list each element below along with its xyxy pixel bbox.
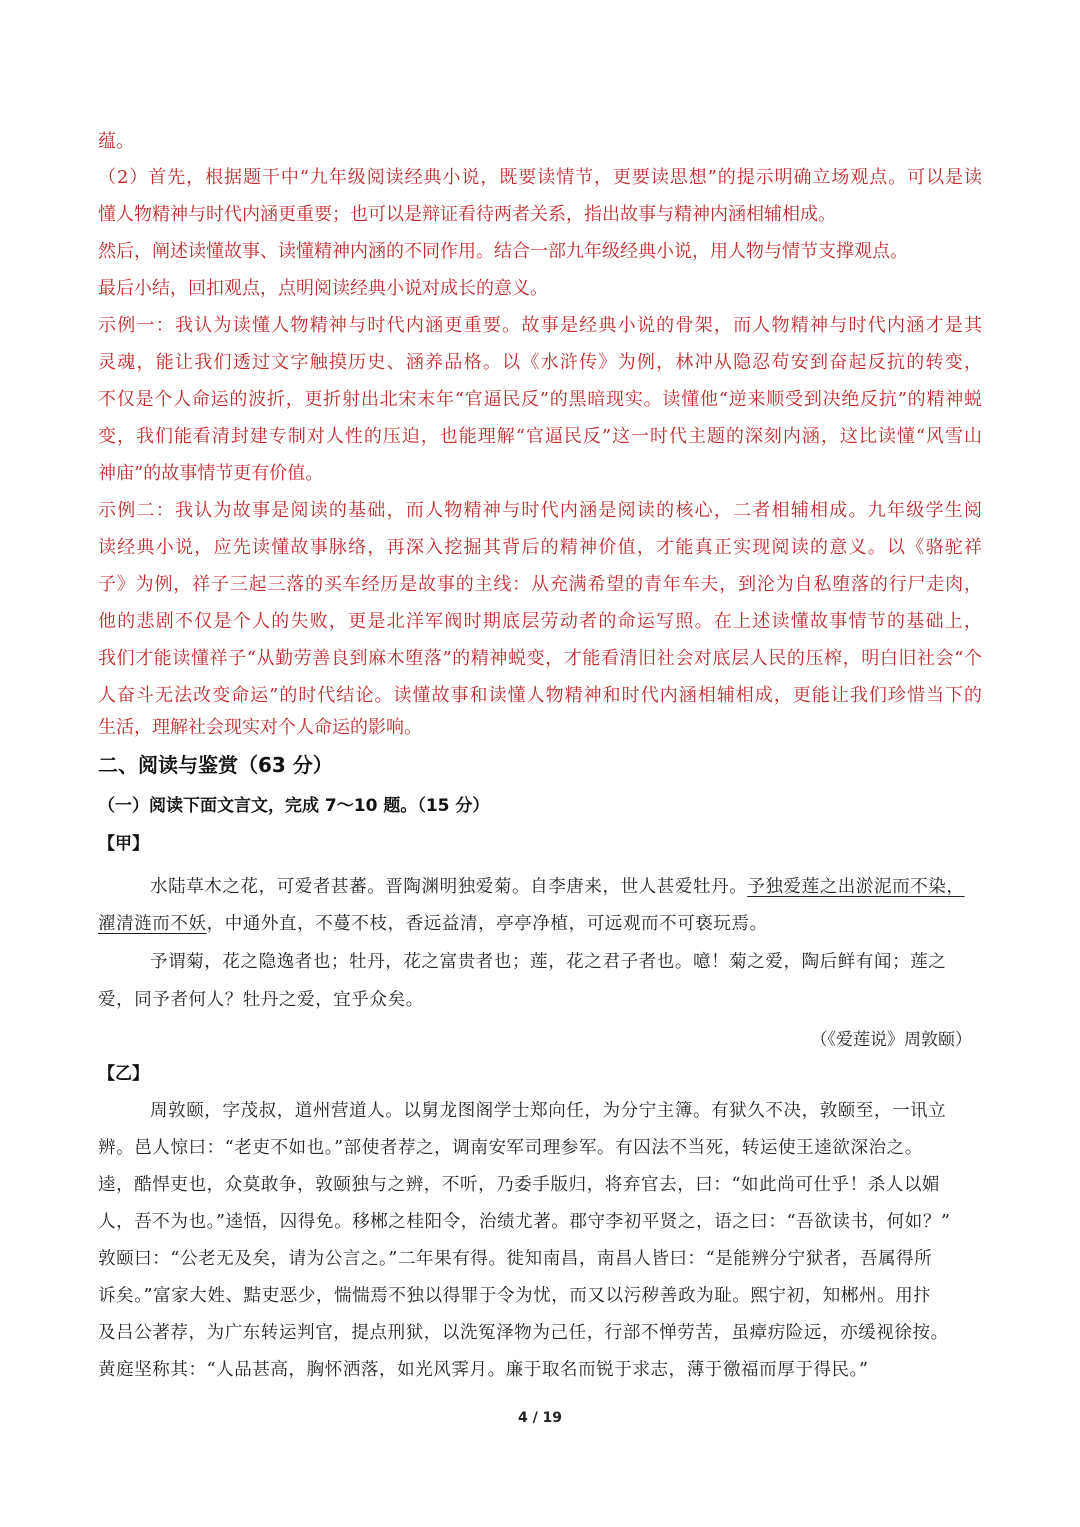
yi-line-5: 敦颐曰：“公老无及矣，请为公言之。”二年果有得。徙知南昌，南昌人皆曰：“是能辨分宁狱者，吾属得所 <box>98 1249 933 1269</box>
answer-line-5: 最后小结，回扣观点，点明阅读经典小说对成长的意义。 <box>98 278 548 299</box>
example-1-line-3: 不仅是个人命运的波折，更折射出北宋末年“官逼民反”的黑暗现实。读懂他“逆来顺受到决绝反抗”的精神蜕 <box>98 389 982 410</box>
answer-line-1: 蕴。 <box>98 131 134 152</box>
jia-underlined-sentence-1: 予独爱莲之出淤泥而不染， <box>747 877 965 897</box>
example-1-line-2: 灵魂，能让我们透过文字触摸历史、涵养品格。以《水浒传》为例，林冲从隐忍苟安到奋起反抗的转变， <box>98 352 982 373</box>
jia-line-4: 爱，同予者何人？牡丹之爱，宜乎众矣。 <box>98 990 424 1010</box>
jia-line-2 <box>98 912 768 936</box>
example-2-line-6: 人奋斗无法改变命运”的时代结论。读懂故事和读懂人物精神和时代内涵相辅相成，更能让我们珍惜当下的 <box>98 685 982 706</box>
answer-line-4: 然后，阐述读懂故事、读懂精神内涵的不同作用。结合一部九年级经典小说，用人物与情节支撑观点。 <box>98 241 908 262</box>
example-2-line-2: 读经典小说，应先读懂故事脉络，再深入挖掘其背后的精神价值，才能真正实现阅读的意义。以《骆驼祥 <box>98 537 982 558</box>
page-number: 4 / 19 <box>517 1410 563 1426</box>
jia-line-2-text: ，中通外直，不蔓不枝，香远益清，亭亭净植，可远观而不可亵玩焉。 <box>206 914 768 934</box>
yi-line-6: 诉矣。”富家大姓、黠吏恶少，惴惴焉不独以得罪于令为忧，而又以污秽善政为耻。熙宁初，知郴州。用抃 <box>98 1286 932 1306</box>
jia-line-3: 予谓菊，花之隐逸者也；牡丹，花之富贵者也；莲，花之君子者也。噫！菊之爱，陶后鲜有闻；莲之 <box>150 952 947 972</box>
yi-line-7: 及吕公著荐，为广东转运判官，提点刑狱，以洗冤泽物为己任，行部不惮劳苦，虽瘴疠险远，亦缓视徐按。 <box>98 1323 949 1343</box>
passage-yi-mark: 【乙】 <box>98 1064 149 1084</box>
jia-line-1 <box>150 875 965 899</box>
answer-line-2: （2）首先，根据题干中“九年级阅读经典小说，既要读情节，更要读思想”的提示明确立场观点。可以是读 <box>98 167 982 188</box>
example-2-line-7: 生活，理解社会现实对个人命运的影响。 <box>98 717 422 738</box>
yi-line-8: 黄庭坚称其：“人品甚高，胸怀洒落，如光风霁月。廉于取名而锐于求志，薄于徼福而厚于得民。” <box>98 1360 869 1380</box>
jia-source: （《爱莲说》周敦颐） <box>810 1030 972 1050</box>
example-1-line-1: 示例一：我认为读懂人物精神与时代内涵更重要。故事是经典小说的骨架，而人物精神与时代内涵才是其 <box>98 315 982 336</box>
example-1-line-5: 神庙”的故事情节更有价值。 <box>98 463 324 484</box>
jia-line-1-text: 水陆草木之花，可爱者甚蕃。晋陶渊明独爱菊。自李唐来，世人甚爱牡丹。 <box>150 877 748 897</box>
example-2-line-3: 子》为例，祥子三起三落的买车经历是故事的主线：从充满希望的青年车夫，到沦为自私堕落的行尸走肉， <box>98 574 982 595</box>
example-2-line-5: 我们才能读懂祥子“从勤劳善良到麻木堕落”的精神蜕变，才能看清旧社会对底层人民的压榨，明白旧社会“个 <box>98 648 982 669</box>
yi-line-1: 周敦颐，字茂叔，道州营道人。以舅龙图阁学士郑向任，为分宁主簿。有狱久不决，敦颐至，一讯立 <box>150 1101 947 1121</box>
example-1-line-4: 变，我们能看清封建专制对人性的压迫，也能理解“官逼民反”这一时代主题的深刻内涵，这比读懂“风雪山 <box>98 426 982 447</box>
jia-underlined-sentence-2: 濯清涟而不妖 <box>98 914 207 934</box>
yi-line-2: 辨。邑人惊曰：“老吏不如也。”部使者荐之，调南安军司理参军。有囚法不当死，转运使王逵欲深治之。 <box>98 1138 923 1158</box>
passage-jia-mark: 【甲】 <box>98 834 149 854</box>
example-2-line-4: 他的悲剧不仅是个人的失败，更是北洋军阀时期底层劳动者的命运写照。在上述读懂故事情节的基础上， <box>98 611 982 632</box>
example-2-line-1: 示例二：我认为故事是阅读的基础，而人物精神与时代内涵是阅读的核心，二者相辅相成。九年级学生阅 <box>98 500 982 521</box>
section-subtitle: （一）阅读下面文言文，完成 7～10 题。（15 分） <box>98 796 490 816</box>
answer-line-3: 懂人物精神与时代内涵更重要；也可以是辩证看待两者关系，指出故事与精神内涵相辅相成。 <box>98 204 836 225</box>
yi-line-3: 逵，酷悍吏也，众莫敢争，敦颐独与之辨，不听，乃委手版归，将弃官去，曰：“如此尚可仕乎！杀人以媚 <box>98 1175 941 1195</box>
section-title: 二、阅读与鉴赏（63 分） <box>98 753 333 777</box>
yi-line-4: 人，吾不为也。”逵悟，囚得免。移郴之桂阳令，治绩尤著。郡守李初平贤之，语之曰：“吾欲读书，何如？” <box>98 1212 951 1232</box>
